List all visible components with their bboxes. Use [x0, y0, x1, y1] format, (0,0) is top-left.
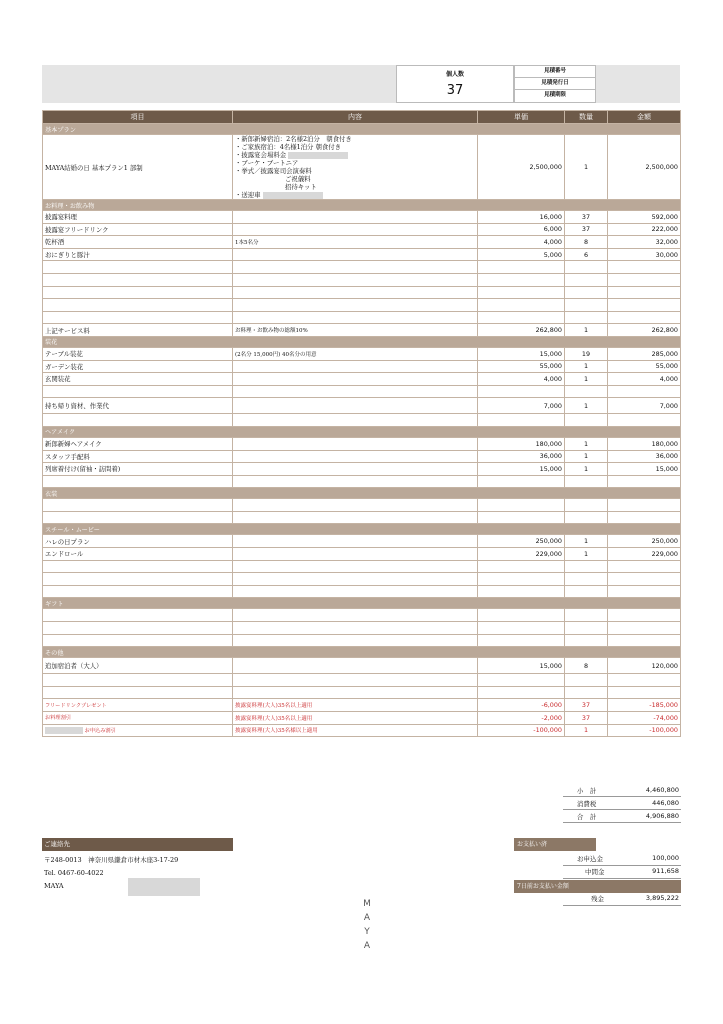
empty-row	[43, 686, 681, 699]
quote-info-values-redacted	[596, 65, 680, 103]
empty-row	[43, 299, 681, 312]
footer-brand-vertical	[360, 897, 374, 953]
balance-label: 残金	[591, 895, 604, 903]
table-row: 玄関装花 4,000 1 4,000	[43, 373, 681, 386]
total-row: 合 計 4,906,880	[563, 810, 681, 823]
plan-unit-price: 2,500,000	[478, 135, 565, 200]
section-title: 装花	[43, 336, 681, 347]
section-title: ギフト	[43, 598, 681, 609]
table-row: ハレの日プラン 250,000 1 250,000	[43, 535, 681, 548]
col-unit-price-header: 単価	[478, 111, 565, 124]
plan-line: ・ご家族宿泊：4名様1泊分 朝食付き	[235, 143, 342, 151]
table-row: 追加宿泊者（大人） 15,000 8 120,000	[43, 658, 681, 674]
table-row: ガーデン装花 55,000 1 55,000	[43, 360, 681, 373]
brand-letter: A	[363, 913, 371, 923]
discount-row: フリードリンクプレゼント 披露宴料理(大人)35名以上適用 -6,000 37 -185,000	[43, 699, 681, 712]
discount-row: お申込み割引 披露宴料理(大人)35名様以上適用 -100,000 1 -100,000	[43, 724, 681, 737]
deposit-label: お申込金	[577, 855, 603, 863]
table-row: スタッフ手配料 36,000 1 36,000	[43, 450, 681, 463]
empty-row	[43, 414, 681, 427]
quote-validity-label: 見積期限	[514, 90, 596, 103]
interim-row	[563, 866, 681, 879]
section-basic-plan	[43, 124, 681, 135]
empty-row	[43, 273, 681, 286]
plan-line: ・披露宴会場料金	[235, 151, 475, 159]
plan-line: 招待キット	[285, 183, 317, 191]
deposit-row	[563, 853, 681, 866]
empty-row	[43, 261, 681, 274]
table-row: 列席着付け(留袖・訪問着) 15,000 1 15,000	[43, 463, 681, 476]
paid-title: お支払い済	[514, 838, 596, 851]
contact-title: ご連絡先	[42, 838, 233, 851]
empty-row	[43, 311, 681, 324]
section-title: 衣装	[43, 488, 681, 499]
service-charge-row: 上記サービス料 お料理・お飲み物の総額10% 262,800 1 262,800	[43, 324, 681, 337]
table-header-row	[43, 111, 681, 124]
table-row: 新郎新婦ヘアメイク 180,000 1 180,000	[43, 437, 681, 450]
estimate-table	[42, 110, 681, 737]
guest-count-value: 37	[446, 83, 464, 98]
plan-row	[43, 135, 681, 200]
empty-row	[43, 585, 681, 598]
section-title: ヘアメイク	[43, 426, 681, 437]
section-title: スチール・ムービー	[43, 524, 681, 535]
empty-row	[43, 475, 681, 488]
redacted-text	[288, 152, 348, 159]
balance-value: 3,895,222	[645, 894, 679, 902]
due-title-bar-extension	[596, 880, 681, 893]
section-title: その他	[43, 647, 681, 658]
col-quantity-header: 数量	[565, 111, 608, 124]
table-row: 披露宴フリードリンク 6,000 37 222,000	[43, 223, 681, 236]
tax-row: 消費税 446,080	[563, 797, 681, 810]
table-row: 披露宴料理 16,000 37 592,000	[43, 211, 681, 224]
empty-row	[43, 622, 681, 635]
table-row: エンドロール 229,000 1 229,000	[43, 548, 681, 561]
contact-name: MAYA	[44, 882, 64, 890]
header-blank-area	[42, 65, 396, 103]
interim-label: 中間金	[585, 868, 605, 876]
section-attire	[43, 488, 681, 499]
table-row: 乾杯酒 1本5名分 4,000 8 32,000	[43, 236, 681, 249]
plan-line: ・挙式／披露宴司会演奏料	[235, 167, 312, 175]
redacted-text	[45, 727, 83, 734]
empty-row	[43, 634, 681, 647]
table-row: テーブル装花 (2名分 15,000円) 40名分の用意 15,000 19 285,000	[43, 347, 681, 360]
plan-line: ・ブーケ・ブートニア	[235, 159, 299, 167]
deposit-value: 100,000	[652, 854, 679, 862]
col-item-header: 項目	[43, 111, 233, 124]
brand-letter: Y	[364, 927, 370, 937]
brand-letter: A	[363, 941, 371, 951]
redacted-block	[128, 878, 200, 896]
empty-row	[43, 385, 681, 398]
plan-content	[233, 135, 478, 200]
section-gift	[43, 598, 681, 609]
col-content-header: 内容	[233, 111, 478, 124]
interim-value: 911,658	[652, 867, 679, 875]
quote-number-label: 見積番号	[514, 65, 596, 78]
guest-count-label: 個人数	[445, 71, 464, 78]
empty-row	[43, 511, 681, 524]
brand-letter: M	[363, 899, 371, 909]
section-hair-makeup	[43, 426, 681, 437]
section-flowers	[43, 336, 681, 347]
empty-row	[43, 560, 681, 573]
table-row: 持ち帰り資材、作業代 7,000 1 7,000	[43, 398, 681, 414]
contact-address: 〒248-0013 神奈川県鎌倉市材木座3-17-29	[44, 856, 179, 864]
plan-amount: 2,500,000	[608, 135, 681, 200]
totals-table	[563, 784, 681, 823]
plan-name: MAYA結婚の日 基本プラン1 部制	[43, 135, 233, 200]
section-other	[43, 647, 681, 658]
section-food-drink	[43, 200, 681, 211]
section-title: 基本プラン	[43, 124, 681, 135]
plan-line: ・新郎新婦宿泊：2名様2泊分 朝食付き	[235, 135, 352, 143]
plan-qty: 1	[565, 135, 608, 200]
due-title: 7日前お支払い金額	[514, 880, 596, 893]
balance-row	[563, 893, 681, 906]
plan-line: ・送迎車	[235, 191, 475, 199]
quote-info-labels	[514, 65, 596, 103]
empty-row	[43, 609, 681, 622]
guest-count-box	[396, 65, 514, 103]
empty-row	[43, 573, 681, 586]
empty-row	[43, 674, 681, 687]
col-amount-header: 金額	[608, 111, 681, 124]
section-title: お料理・お飲み物	[43, 200, 681, 211]
empty-row	[43, 499, 681, 512]
section-still-movie	[43, 524, 681, 535]
quote-issue-date-label: 見積発行日	[514, 78, 596, 91]
plan-line: ご祝儀料	[285, 175, 311, 183]
discount-row: お料理割引 披露宴料理(大人)35名以上適用 -2,000 37 -74,000	[43, 712, 681, 725]
table-row: おにぎりと豚汁 5,000 6 30,000	[43, 248, 681, 261]
contact-tel: Tel. 0467-60-4022	[44, 869, 104, 877]
empty-row	[43, 286, 681, 299]
redacted-text	[263, 192, 323, 199]
subtotal-row: 小 計 4,460,800	[563, 784, 681, 797]
